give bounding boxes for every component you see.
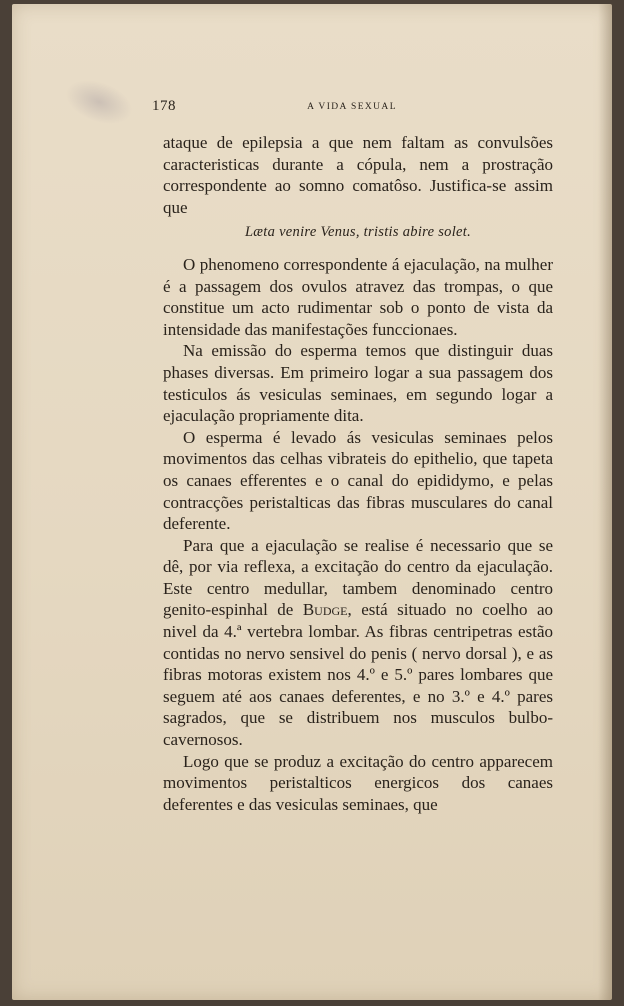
paragraph-2: O phenomeno correspondente á ejaculação, na mulher é a passagem dos ovulos atravez das trompas, o que constitue um acto rudimentar sob o ponto de vista da intensidade das manifestações funccionaes. xyxy=(163,254,553,339)
paragraph-4: O esperma é levado ás vesiculas seminaes pelos movimentos das celhas vibrateis do epithelio, que tapeta os canaes efferentes e o canal do epididymo, e pelas contracções peristalticas das fibras musculares do canal deferente. xyxy=(163,427,553,534)
author-name-budge: Budge xyxy=(302,600,348,620)
page-edge-shadow xyxy=(598,4,612,1000)
running-title: A VIDA SEXUAL xyxy=(307,102,397,112)
paragraph-5-part-a: Para que a ejaculação se realise é necessario que se dê, por via reflexa, a excitação do centro da ejaculação. Este centro medullar, tambem denominado centro genito-espinhal de xyxy=(163,535,553,620)
paragraph-5-part-b: , está situado no coelho ao nivel da 4.ª vertebra lombar. As fibras centripetras estão contidas no nervo sensivel do penis ( nervo dorsal ), e as fibras motoras existem nos 4.º e 5.º pares lombares que seguem até aos canaes deferentes, e no 3.º e 4.º pares sagrados, que se distribuem nos musculos bulbo-cavernosos. xyxy=(163,600,553,750)
page-body xyxy=(163,132,553,815)
page-number: 178 xyxy=(152,98,176,114)
page-smudge-mark xyxy=(59,71,138,133)
paragraph-1: ataque de epilepsia a que nem faltam as convulsões caracteristicas durante a cópula, nem a prostração correspondente ao somno comatôso. Justifica-se assim que xyxy=(163,133,553,217)
paragraph-3: Na emissão do esperma temos que distinguir duas phases diversas. Em primeiro logar a sua passagem dos testiculos ás vesiculas seminaes, em segundo logar a ejaculação propriamente dita. xyxy=(163,341,553,426)
page-header xyxy=(152,100,552,118)
latin-quote: Læta venire Venus, tristis abire solet. xyxy=(244,224,472,241)
book-page xyxy=(12,4,612,1000)
paragraph-5 xyxy=(163,535,553,751)
paragraph-6: Logo que se produz a excitação do centro apparecem movimentos peristalticos energicos dos canaes deferentes e das vesiculas seminaes, que xyxy=(163,751,553,814)
